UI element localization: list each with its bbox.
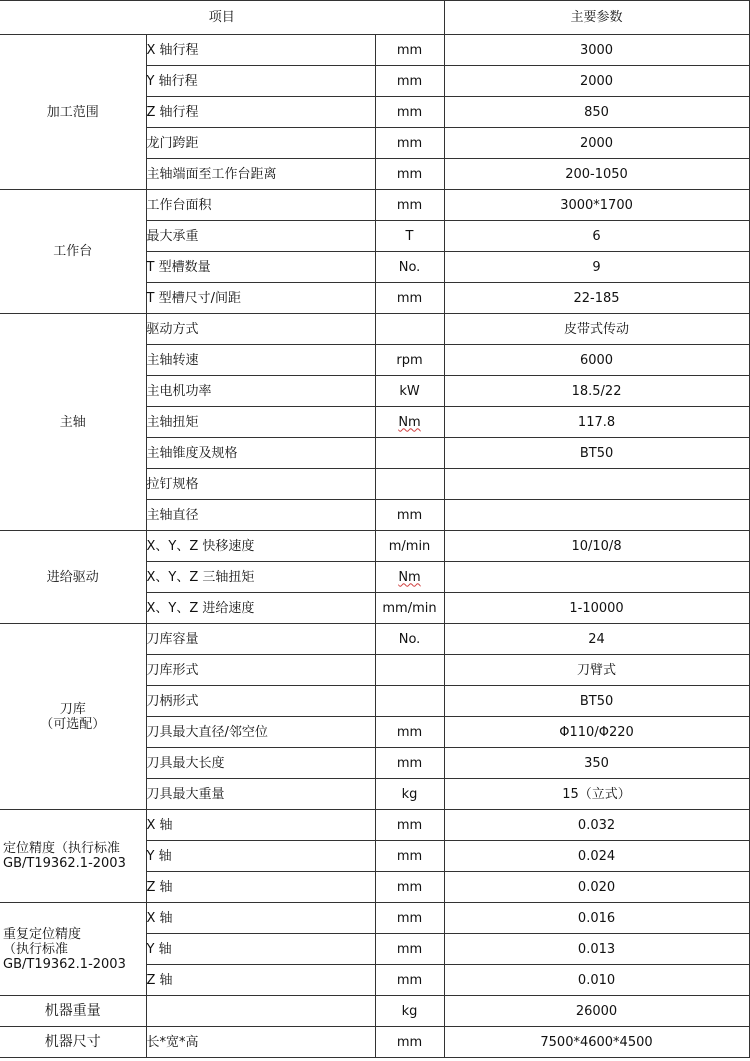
spec-item: X 轴 — [146, 903, 375, 934]
machine-size-unit: mm — [375, 1027, 444, 1058]
spec-item: T 型槽数量 — [146, 252, 375, 283]
spec-item: 刀库形式 — [146, 655, 375, 686]
spec-value: 0.032 — [444, 810, 749, 841]
spec-item: 刀具最大直径/邻空位 — [146, 717, 375, 748]
spec-value: 10/10/8 — [444, 531, 749, 562]
spec-unit — [375, 686, 444, 717]
spec-value: 3000 — [444, 35, 749, 66]
spec-value: 24 — [444, 624, 749, 655]
spec-unit: mm — [375, 66, 444, 97]
spec-unit: No. — [375, 252, 444, 283]
machine-size-row — [0, 1027, 749, 1058]
spec-value: 1-10000 — [444, 593, 749, 624]
spec-item: 主电机功率 — [146, 376, 375, 407]
spec-unit: mm — [375, 934, 444, 965]
spec-row — [0, 903, 749, 934]
spec-unit: mm — [375, 841, 444, 872]
spec-row — [0, 190, 749, 221]
spec-unit: mm — [375, 872, 444, 903]
spec-unit: mm — [375, 965, 444, 996]
spec-unit: mm — [375, 903, 444, 934]
spec-item: X 轴 — [146, 810, 375, 841]
spec-value: BT50 — [444, 438, 749, 469]
spec-value: 0.016 — [444, 903, 749, 934]
spec-item: Y 轴 — [146, 934, 375, 965]
spec-value: 0.020 — [444, 872, 749, 903]
spec-value: 2000 — [444, 128, 749, 159]
header-params: 主要参数 — [444, 1, 749, 35]
spec-item: 刀具最大长度 — [146, 748, 375, 779]
spec-unit — [375, 407, 444, 438]
spec-value: 9 — [444, 252, 749, 283]
header-row — [0, 1, 749, 35]
spec-unit: m/min — [375, 531, 444, 562]
spec-item: X、Y、Z 进给速度 — [146, 593, 375, 624]
spec-value: 850 — [444, 97, 749, 128]
group-label: 工作台 — [0, 190, 146, 314]
spec-value: 6 — [444, 221, 749, 252]
spec-row — [0, 314, 749, 345]
spec-item: Y 轴行程 — [146, 66, 375, 97]
spec-unit: kW — [375, 376, 444, 407]
machine-size-value: 7500*4600*4500 — [444, 1027, 749, 1058]
machine-weight-unit: kg — [375, 996, 444, 1027]
spec-row — [0, 531, 749, 562]
spec-item: 驱动方式 — [146, 314, 375, 345]
spec-item: 主轴直径 — [146, 500, 375, 531]
spec-value: 0.010 — [444, 965, 749, 996]
machine-weight-label: 机器重量 — [0, 996, 146, 1027]
spec-unit: mm — [375, 500, 444, 531]
spec-value: 22-185 — [444, 283, 749, 314]
group-label: 重复定位精度 （执行标准 GB/T19362.1-2003 — [0, 903, 146, 996]
group-label: 刀库 （可选配） — [0, 624, 146, 810]
spec-value: 3000*1700 — [444, 190, 749, 221]
spec-unit: mm — [375, 717, 444, 748]
spec-item: 主轴转速 — [146, 345, 375, 376]
spec-item: 主轴端面至工作台距离 — [146, 159, 375, 190]
spec-item: 主轴锥度及规格 — [146, 438, 375, 469]
spec-value: BT50 — [444, 686, 749, 717]
spec-value — [444, 500, 749, 531]
spec-unit — [375, 655, 444, 686]
spec-unit — [375, 314, 444, 345]
spec-unit: mm — [375, 35, 444, 66]
machine-weight-item — [146, 996, 375, 1027]
spec-value: 15（立式） — [444, 779, 749, 810]
spec-item: 工作台面积 — [146, 190, 375, 221]
spec-item: Y 轴 — [146, 841, 375, 872]
spec-item: 龙门跨距 — [146, 128, 375, 159]
spec-value: 0.024 — [444, 841, 749, 872]
group-label: 定位精度（执行标准 GB/T19362.1-2003 — [0, 810, 146, 903]
spec-item: Z 轴 — [146, 872, 375, 903]
spec-value: 117.8 — [444, 407, 749, 438]
spec-item: 刀具最大重量 — [146, 779, 375, 810]
spec-unit — [375, 562, 444, 593]
group-label: 主轴 — [0, 314, 146, 531]
spec-item: X、Y、Z 快移速度 — [146, 531, 375, 562]
machine-size-item: 长*宽*高 — [146, 1027, 375, 1058]
spec-row — [0, 624, 749, 655]
spec-item: X 轴行程 — [146, 35, 375, 66]
spec-body — [0, 35, 749, 1058]
spec-value: 皮带式传动 — [444, 314, 749, 345]
spec-value: Φ110/Φ220 — [444, 717, 749, 748]
spec-row — [0, 35, 749, 66]
spec-value — [444, 562, 749, 593]
spec-item: Z 轴 — [146, 965, 375, 996]
spec-item: 刀库容量 — [146, 624, 375, 655]
unit-text: Nm — [398, 414, 421, 430]
machine-weight-row — [0, 996, 749, 1027]
spec-unit — [375, 469, 444, 500]
spec-unit: mm — [375, 748, 444, 779]
spec-item: T 型槽尺寸/间距 — [146, 283, 375, 314]
spec-item: 最大承重 — [146, 221, 375, 252]
machine-weight-value: 26000 — [444, 996, 749, 1027]
spec-value: 6000 — [444, 345, 749, 376]
spec-unit: T — [375, 221, 444, 252]
spec-unit: kg — [375, 779, 444, 810]
machine-size-label: 机器尺寸 — [0, 1027, 146, 1058]
spec-unit: mm — [375, 190, 444, 221]
spec-unit: mm — [375, 283, 444, 314]
group-label: 加工范围 — [0, 35, 146, 190]
spec-item: 主轴扭矩 — [146, 407, 375, 438]
spec-value: 0.013 — [444, 934, 749, 965]
spec-unit: mm — [375, 97, 444, 128]
spec-value — [444, 469, 749, 500]
spec-unit: mm — [375, 128, 444, 159]
spec-value: 2000 — [444, 66, 749, 97]
spec-item: X、Y、Z 三轴扭矩 — [146, 562, 375, 593]
spec-value: 18.5/22 — [444, 376, 749, 407]
spec-unit: mm — [375, 810, 444, 841]
header-item: 项目 — [0, 1, 444, 35]
spec-unit — [375, 438, 444, 469]
spec-value: 350 — [444, 748, 749, 779]
spec-unit: No. — [375, 624, 444, 655]
spec-unit: rpm — [375, 345, 444, 376]
spec-item: Z 轴行程 — [146, 97, 375, 128]
unit-text: Nm — [398, 569, 421, 585]
spec-item: 拉钉规格 — [146, 469, 375, 500]
spec-item: 刀柄形式 — [146, 686, 375, 717]
group-label: 进给驱动 — [0, 531, 146, 624]
spec-unit: mm/min — [375, 593, 444, 624]
spec-value: 刀臂式 — [444, 655, 749, 686]
spec-value: 200-1050 — [444, 159, 749, 190]
spec-unit: mm — [375, 159, 444, 190]
spec-row — [0, 810, 749, 841]
